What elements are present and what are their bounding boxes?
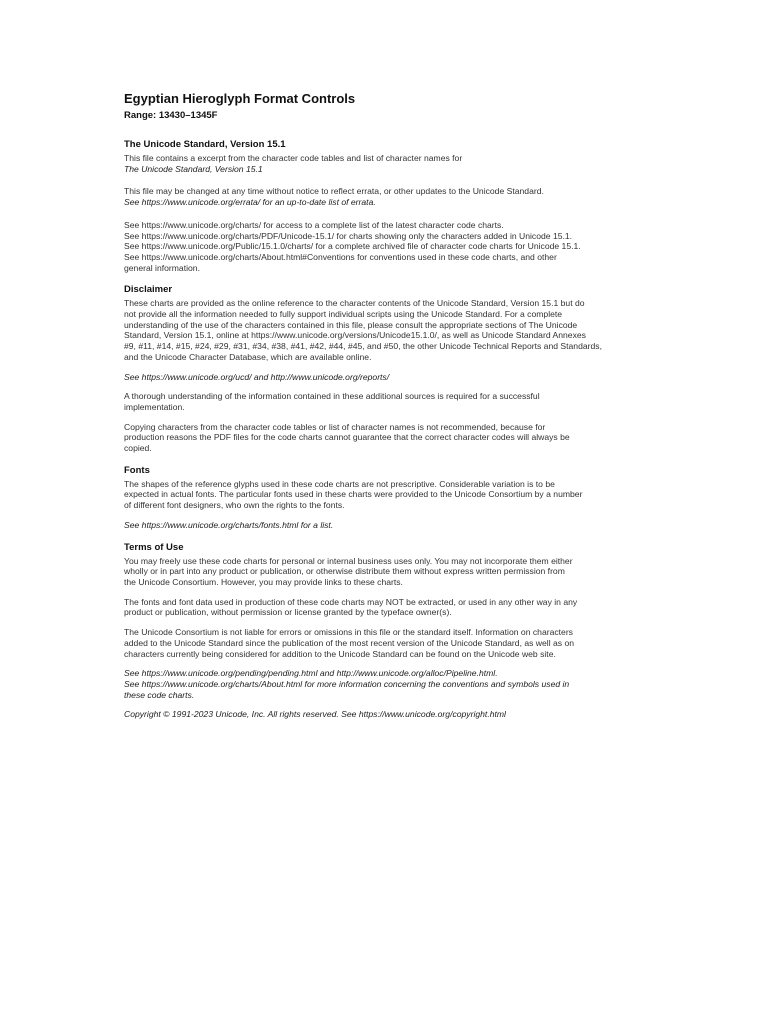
terms-use [124,556,672,588]
chart-link-line: See https://www.unicode.org/charts/About.html#Conventions for conventions used in these code charts, and other [124,251,557,262]
chart-link-line: See https://www.unicode.org/charts/ for access to a complete list of the latest character code charts. [124,219,504,230]
disclaimer-text [124,298,672,362]
disclaimer-line: understanding of the use of the characters contained in this file, please consult the appropriate sections of The Unicode [124,319,578,330]
disclaimer-line: and the Unicode Character Database, which are available online. [124,351,372,362]
terms-see-line: these code charts. [124,689,195,700]
disclaimer-line: #9, #11, #14, #15, #24, #29, #31, #34, #38, #41, #42, #44, #45, and #50, the other Unicode Technical Reports and Standards, [124,341,602,352]
errata-note-text: This file may be changed at any time without notice to reflect errata, or other updates to the Unicode Standard. [124,186,544,197]
terms-line: characters currently being considered for addition to the Unicode Standard can be found on the Unicode web site. [124,648,556,659]
copying-note [124,422,672,454]
terms-see-line: See https://www.unicode.org/pending/pending.html and http://www.unicode.org/alloc/Pipeline.html. [124,668,498,679]
standard-intro-italic: The Unicode Standard, Version 15.1 [124,163,263,174]
chart-links [124,220,672,274]
terms-line: You may freely use these code charts for personal or internal business uses only. You may not incorporate them either [124,555,573,566]
fonts-see: See https://www.unicode.org/charts/fonts.html for a list. [124,519,334,530]
disclaimer-heading: Disclaimer [124,284,173,296]
terms-line: added to the Unicode Standard since the publication of the most recent version of the Unicode Standard, as well as on [124,637,575,648]
terms-liability [124,627,672,659]
terms-see-line: See https://www.unicode.org/charts/About.html for more information concerning the conventions and symbols used in [124,678,570,689]
copyright-notice: Copyright © 1991-2023 Unicode, Inc. All rights reserved. See https://www.unicode.org/copyright.html [124,709,506,720]
errata-link: See https://www.unicode.org/errata/ for an up-to-date list of errata. [124,197,376,208]
page-content [124,91,672,720]
terms-line: The fonts and font data used in production of these code charts may NOT be extracted, or used in any other way in any [124,596,578,607]
standard-intro-text: This file contains a excerpt from the character code tables and list of character names for [124,153,463,163]
disclaimer-line: These charts are provided as the online reference to the character contents of the Unicode Standard, Version 15.1 but do [124,298,585,309]
fonts-heading: Fonts [124,464,150,476]
terms-line: the Unicode Consortium. However, you may provide links to these charts. [124,576,403,587]
disclaimer-line: not provide all the information needed to fully support individual scripts using the Unicode Standard. For a complete [124,309,563,320]
standard-intro [124,153,672,174]
fonts-line: of different font designers, who own the rights to the fonts. [124,500,345,511]
disclaimer-line: Standard, Version 15.1, online at https://www.unicode.org/versions/Unicode15.1.0/, as well as Unicode Standard Annexes [124,330,586,341]
thorough-note [124,391,672,412]
thorough-line: implementation. [124,401,185,412]
terms-line: The Unicode Consortium is not liable for errors or omissions in this file or the standard itself. Information on characters [124,627,573,638]
terms-line: wholly or in part into any product or publication, or otherwise distribute them without express written permission from [124,566,565,577]
page-title: Egyptian Hieroglyph Format Controls [124,91,356,106]
errata-note [124,186,672,207]
chart-link-line: See https://www.unicode.org/Public/15.1.0/charts/ for a complete archived file of character code charts for Unicode 15.1. [124,241,581,252]
fonts-line: The shapes of the reference glyphs used in these code charts are not prescriptive. Considerable variation is to be [124,478,555,489]
terms-heading: Terms of Use [124,541,184,553]
fonts-line: expected in actual fonts. The particular fonts used in these charts were provided to the Unicode Consortium by a number [124,489,583,500]
thorough-line: A thorough understanding of the information contained in these additional sources is required for a successful [124,391,540,402]
terms-fonts [124,597,672,618]
standard-heading: The Unicode Standard, Version 15.1 [124,139,286,150]
chart-link-line: See https://www.unicode.org/charts/PDF/Unicode-15.1/ for charts showing only the characters added in Unicode 15.1. [124,230,573,241]
copying-line: production reasons the PDF files for the code charts cannot guarantee that the correct character codes will always be [124,432,570,443]
terms-line: product or publication, without permission or license granted by the typeface owner(s). [124,607,452,618]
copying-line: Copying characters from the character code tables or list of character names is not recommended, because for [124,421,546,432]
terms-see [124,668,672,700]
fonts-text [124,479,672,511]
disclaimer-see: See https://www.unicode.org/ucd/ and http://www.unicode.org/reports/ [124,371,390,382]
chart-link-line: general information. [124,262,200,273]
copying-line: copied. [124,443,152,454]
code-range: Range: 13430–1345F [124,110,218,121]
